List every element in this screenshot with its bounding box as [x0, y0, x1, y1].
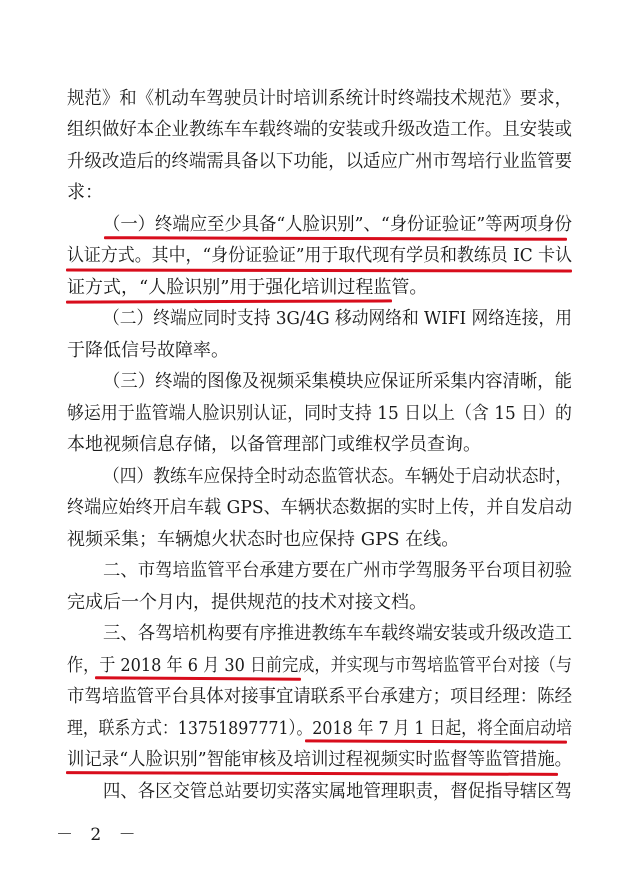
text-line-20	[0, 682, 633, 712]
text-line: 完成后一个月内，提供规范的技术对接文档。	[67, 592, 427, 613]
text-line-18	[0, 619, 633, 649]
text-line-1	[0, 84, 633, 114]
text-line-5	[0, 210, 633, 240]
text-line: 求：	[67, 182, 103, 203]
text-line-8	[0, 304, 633, 334]
text-line: （一）终端应至少具备“人脸识别”、“身份证验证”等两项身份	[103, 214, 572, 235]
text-line-7	[0, 273, 633, 303]
text-line-4	[0, 178, 633, 208]
text-line-10	[0, 367, 633, 397]
page-number: － 2 －	[56, 825, 142, 845]
text-line: 升级改造后的终端需具备以下功能，以适应广州市驾培行业监管要	[67, 151, 572, 172]
text-line: 终端应始终开启车载 GPS、车辆状态数据的实时上传，并自发启动	[67, 497, 572, 518]
text-line-2	[0, 115, 633, 145]
text-line: （三）终端的图像及视频采集模块应保证所采集内容清晰，能	[103, 371, 572, 392]
text-line: 作，于 2018 年 6 月 30 日前完成，并实现与市驾培监管平台对接（与	[67, 655, 573, 676]
text-line-12	[0, 430, 633, 460]
text-line: 证方式，“人脸识别”用于强化培训过程监管。	[67, 277, 428, 298]
text-line: 二、市驾培监管平台承建方要在广州市学驾服务平台项目初验	[103, 560, 572, 581]
text-line-11	[0, 399, 633, 429]
text-line-15	[0, 525, 633, 555]
text-line-13	[0, 462, 633, 492]
text-line: （四）教练车应保持全时动态监管状态。车辆处于启动状态时，	[103, 466, 573, 487]
red-underline-mark	[66, 771, 558, 776]
text-line-23	[0, 777, 633, 807]
text-line: 训记录“人脸识别”智能审核及培训过程视频实时监督等监管措施。	[67, 749, 573, 770]
text-line: 四、各区交管总站要切实落实属地管理职责，督促指导辖区驾	[103, 781, 572, 802]
text-line-6	[0, 241, 633, 271]
text-line-9	[0, 336, 633, 366]
text-line: 本地视频信息存储，以备管理部门或维权学员查询。	[67, 434, 481, 455]
text-line-16	[0, 556, 633, 586]
text-line: 市驾培监管平台具体对接事宜请联系平台承建方；项目经理：陈经	[67, 686, 572, 707]
text-line: 理，联系方式：13751897771）。2018 年 7 月 1 日起，将全面启动培	[67, 718, 572, 739]
text-line: 于降低信号故障率。	[67, 340, 229, 361]
text-line: 三、各驾培机构要有序推进教练车车载终端安装或升级改造工	[103, 623, 572, 644]
text-line: 规范》和《机动车驾驶员计时培训系统计时终端技术规范》要求，	[67, 88, 572, 109]
text-line-14	[0, 493, 633, 523]
text-line: 够运用于监管端人脸识别认证，同时支持 15 日以上（含 15 日）的	[67, 403, 572, 424]
text-line-17	[0, 588, 633, 618]
text-line: 认证方式。其中，“身份证验证”用于取代现有学员和教练员 IC 卡认	[67, 245, 573, 266]
red-underline-mark	[66, 269, 572, 273]
text-line: 组织做好本企业教练车车载终端的安装或升级改造工作。且安装或	[67, 119, 572, 140]
text-line: 视频采集；车辆熄火状态时也应保持 GPS 在线。	[67, 529, 460, 550]
text-line: （二）终端应同时支持 3G/4G 移动网络和 WIFI 网络连接，用	[103, 308, 573, 329]
text-line-3	[0, 147, 633, 177]
